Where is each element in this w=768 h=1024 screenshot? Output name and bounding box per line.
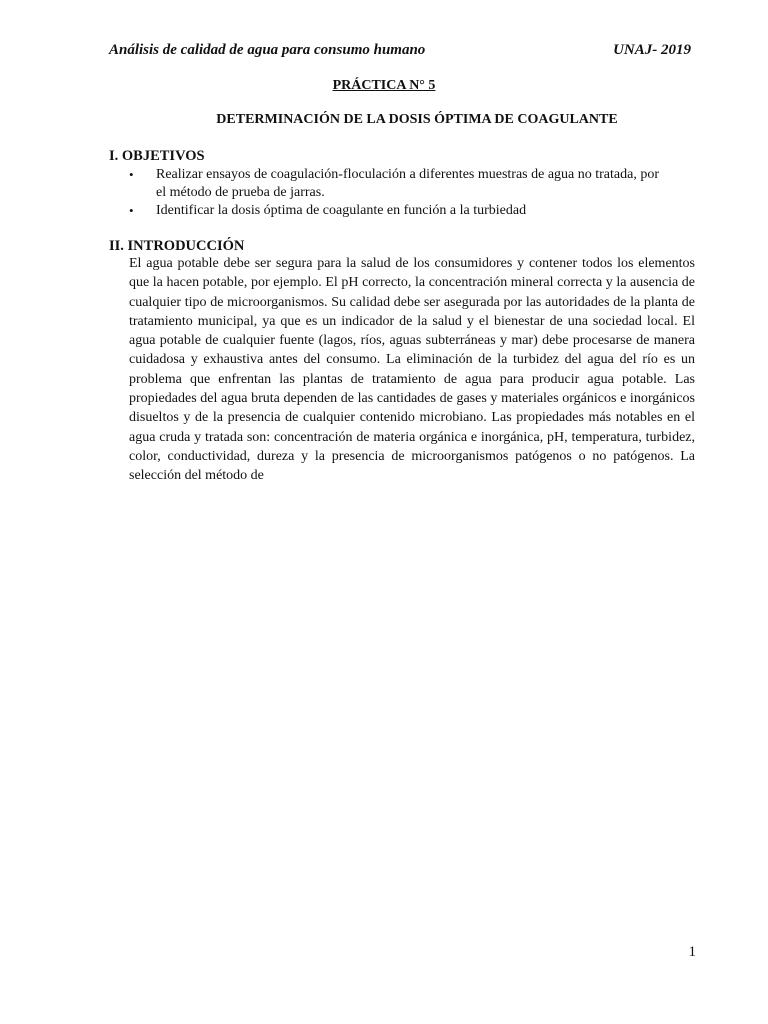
objectives-list (129, 166, 669, 220)
document-title-text: DETERMINACIÓN DE LA DOSIS ÓPTIMA DE COAGULANTE (216, 112, 618, 127)
header-institution-year: UNAJ- 2019 (613, 42, 691, 58)
page-number: 1 (688, 944, 696, 960)
list-item (129, 166, 669, 202)
practice-title: PRÁCTICA N° 5 (332, 78, 436, 93)
bullet-icon: • (129, 203, 134, 218)
bullet-icon: • (129, 167, 134, 182)
objective-text: Realizar ensayos de coagulación-floculación a diferentes muestras de agua no tratada, por el método de prueba de jarras. (156, 167, 660, 200)
objectives-heading: I. OBJETIVOS (109, 148, 205, 164)
document-title (0, 112, 768, 128)
objective-text: Identificar la dosis óptima de coagulante en función a la turbiedad (156, 203, 527, 218)
page-header (109, 42, 691, 62)
list-item (129, 202, 669, 220)
header-course-title: Análisis de calidad de agua para consumo humano (109, 42, 426, 58)
introduction-paragraph: El agua potable debe ser segura para la salud de los consumidores y contener todos los elementos que la hacen potable, por ejemplo. El pH correcto, la concentración mineral correcta y la ausencia de cualquier tipo de microorganismos. Su calidad debe ser asegurada por las autoridades de la planta de tratamiento municipal, ya que es un indicador de la salud y el bienestar de una sociedad local. El agua potable de cualquier fuente (lagos, ríos, aguas subterráneas y mar) debe procesarse de manera cuidadosa y exhaustiva antes del consumo. La eliminación de la turbidez del agua del río es un problema que enfrentan las plantas de tratamiento de agua para producir agua potable. Las propiedades del agua bruta dependen de las cantidades de gases y materiales orgánicos e inorgánicos disueltos y de la presencia de cualquier contenido microbiano. Las propiedades más notables en el agua cruda y tratada son: concentración de materia orgánica e inorgánica, pH, temperatura, turbidez, color, conductividad, dureza y la presencia de microorganismos patógenos o no patógenos. La selección del método de (129, 256, 695, 484)
introduction-heading: II. INTRODUCCIÓN (109, 238, 245, 254)
